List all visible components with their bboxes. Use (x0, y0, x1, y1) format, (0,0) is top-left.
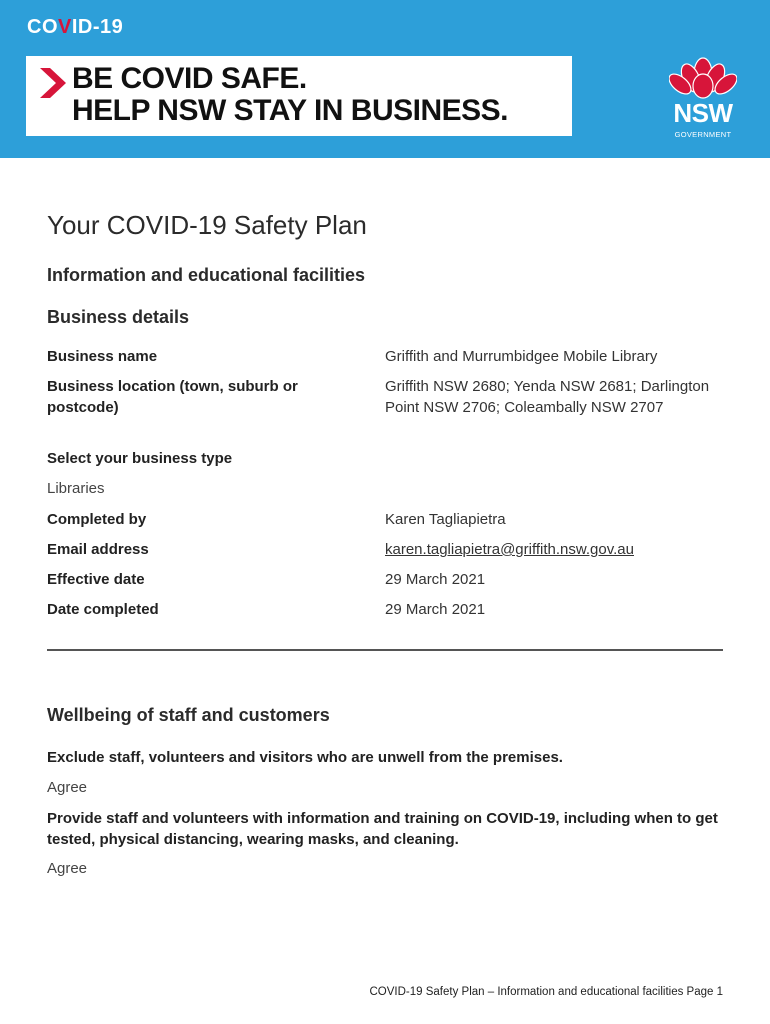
business-location-label: Business location (town, suburb or postcode) (47, 378, 298, 416)
nsw-government-text: GOVERNMENT (674, 130, 732, 139)
wellbeing-question-1: Exclude staff, volunteers and visitors who are unwell from the premises. (47, 749, 563, 766)
effective-date-label: Effective date (47, 571, 145, 588)
business-type-value: Libraries (47, 480, 105, 497)
page-title: Your COVID-19 Safety Plan (47, 210, 367, 240)
completed-by-label: Completed by (47, 511, 147, 528)
wellbeing-answer-1: Agree (47, 779, 88, 796)
nsw-wordmark: NSW (673, 98, 733, 128)
slogan-line-1: BE COVID SAFE. (72, 62, 307, 95)
effective-date-value: 29 March 2021 (385, 571, 486, 588)
date-completed-value: 29 March 2021 (385, 601, 486, 618)
wellbeing-answer-2: Agree (47, 860, 88, 877)
completed-by-value: Karen Tagliapietra (385, 511, 506, 528)
email-label: Email address (47, 541, 149, 558)
email-link[interactable]: karen.tagliapietra@griffith.nsw.gov.au (385, 541, 634, 558)
waratah-flower-icon (669, 52, 737, 102)
business-name-value: Griffith and Murrumbidgee Mobile Library (385, 348, 658, 365)
page-footer: COVID-19 Safety Plan – Information and educational facilities Page 1 (369, 986, 723, 998)
header-banner (0, 0, 770, 158)
slogan-line-2: HELP NSW STAY IN BUSINESS. (72, 94, 508, 127)
covid-19-logo: COVID-19 (27, 16, 124, 38)
plan-category: Information and educational facilities (47, 265, 366, 285)
slogan-box (26, 56, 572, 136)
business-location-value: Griffith NSW 2680; Yenda NSW 2681; Darlington Point NSW 2706; Coleambally NSW 2707 (385, 378, 710, 416)
nsw-government-logo (662, 52, 744, 142)
business-details-heading: Business details (47, 307, 190, 327)
business-name-label: Business name (47, 348, 158, 365)
business-type-label: Select your business type (47, 450, 233, 467)
wellbeing-heading: Wellbeing of staff and customers (47, 705, 330, 725)
section-divider (47, 649, 723, 651)
chevron-right-icon (40, 68, 66, 98)
wellbeing-question-2: Provide staff and volunteers with information and training on COVID-19, including when to get tested, physical distancing, wearing masks, and cleaning. (47, 810, 718, 848)
date-completed-label: Date completed (47, 601, 159, 618)
